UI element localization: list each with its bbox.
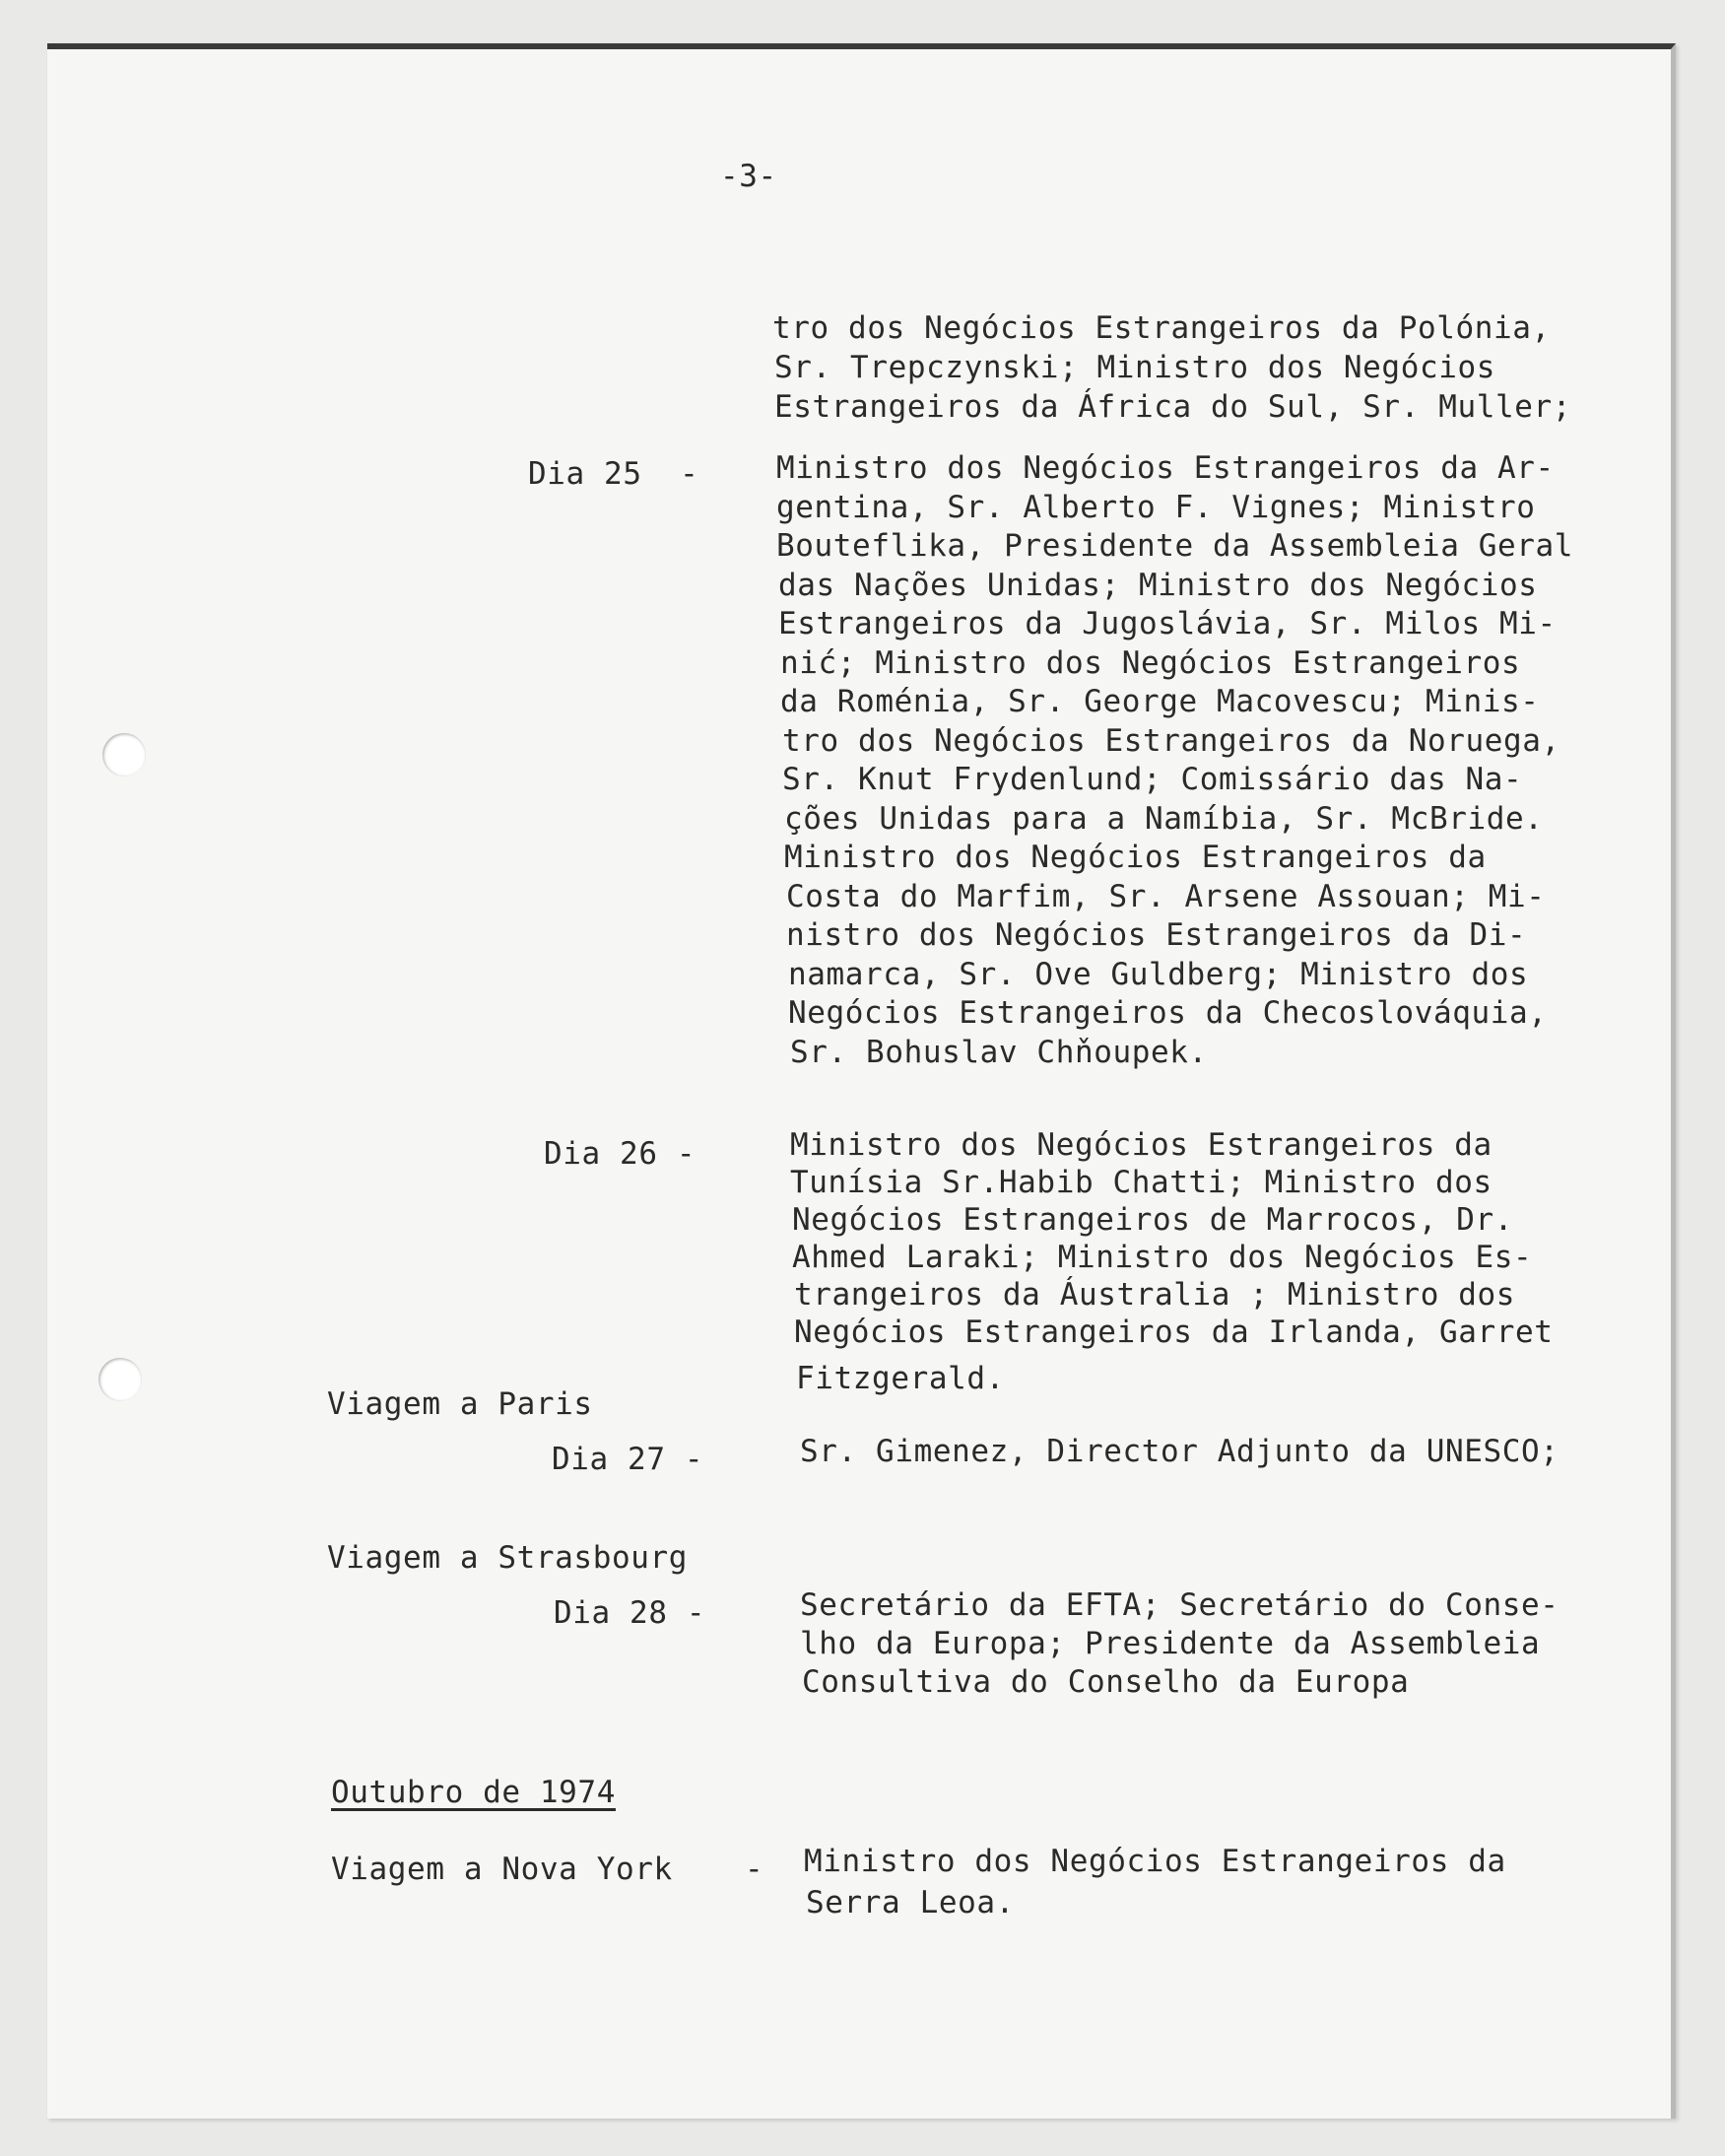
entry-line: Negócios Estrangeiros da Checoslováquia, (788, 995, 1548, 1031)
day-label-27: Dia 27 - (552, 1442, 704, 1477)
page-number: -3- (720, 159, 777, 194)
trip-heading-strasbourg: Viagem a Strasbourg (327, 1540, 689, 1576)
trip-heading-nova-york: Viagem a Nova York (331, 1852, 673, 1887)
entry-line: Sr. Knut Frydenlund; Comissário das Na- (782, 762, 1523, 797)
entry-line: da Roménia, Sr. George Macovescu; Minis- (780, 684, 1540, 719)
entry-line: ções Unidas para a Namíbia, Sr. McBride. (784, 801, 1544, 837)
entry-line: Secretário da EFTA; Secretário do Conse- (800, 1587, 1559, 1623)
continuation-line: tro dos Negócios Estrangeiros da Polónia, (772, 310, 1551, 346)
entry-line: Consultiva do Conselho da Europa (802, 1664, 1410, 1700)
entry-line: Estrangeiros da Jugoslávia, Sr. Milos Mi- (778, 606, 1557, 641)
trip-heading-paris: Viagem a Paris (327, 1386, 593, 1422)
continuation-line: Sr. Trepczynski; Ministro dos Negócios (774, 350, 1496, 385)
punch-hole-bottom (99, 1358, 142, 1401)
punch-hole-top (102, 733, 146, 776)
continuation-line: Estrangeiros da África do Sul, Sr. Muller; (774, 389, 1572, 425)
entry-line: trangeiros da Áustralia ; Ministro dos (794, 1277, 1516, 1313)
day-label-26: Dia 26 - (544, 1136, 697, 1172)
entry-line: Tunísia Sr.Habib Chatti; Ministro dos (790, 1165, 1493, 1200)
entry-dia-27: Sr. Gimenez, Director Adjunto da UNESCO; (800, 1434, 1559, 1469)
entry-line: Bouteflika, Presidente da Assembleia Geral (776, 528, 1574, 564)
entry-line: das Nações Unidas; Ministro dos Negócios (778, 568, 1538, 603)
entry-line: Ministro dos Negócios Estrangeiros da (804, 1844, 1506, 1879)
entry-line: Ahmed Laraki; Ministro dos Negócios Es- (792, 1240, 1533, 1275)
entry-line: tro dos Negócios Estrangeiros da Noruega, (782, 723, 1560, 759)
entry-line: nistro dos Negócios Estrangeiros da Di- (786, 917, 1527, 953)
day-label-28: Dia 28 - (554, 1595, 706, 1631)
section-heading-october: Outubro de 1974 (331, 1775, 616, 1810)
entry-line: Ministro dos Negócios Estrangeiros da (784, 840, 1487, 875)
entry-line: nić; Ministro dos Negócios Estrangeiros (780, 645, 1521, 681)
entry-line: Sr. Bohuslav Chňoupek. (790, 1035, 1208, 1070)
day-label-25: Dia 25 - (528, 456, 699, 492)
entry-line: Negócios Estrangeiros de Marrocos, Dr. (792, 1202, 1514, 1238)
entry-line: Fitzgerald. (796, 1361, 1005, 1396)
entry-line: Serra Leoa. (806, 1885, 1015, 1920)
dash: - (745, 1852, 764, 1887)
entry-line: Ministro dos Negócios Estrangeiros da Ar- (776, 450, 1555, 486)
entry-line: namarca, Sr. Ove Guldberg; Ministro dos (788, 957, 1529, 992)
entry-line: Negócios Estrangeiros da Irlanda, Garret (794, 1314, 1554, 1350)
entry-line: lho da Europa; Presidente da Assembleia (800, 1626, 1541, 1661)
entry-line: gentina, Sr. Alberto F. Vignes; Ministro (776, 490, 1536, 525)
entry-line: Costa do Marfim, Sr. Arsene Assouan; Mi- (786, 879, 1546, 914)
entry-line: Ministro dos Negócios Estrangeiros da (790, 1127, 1493, 1163)
